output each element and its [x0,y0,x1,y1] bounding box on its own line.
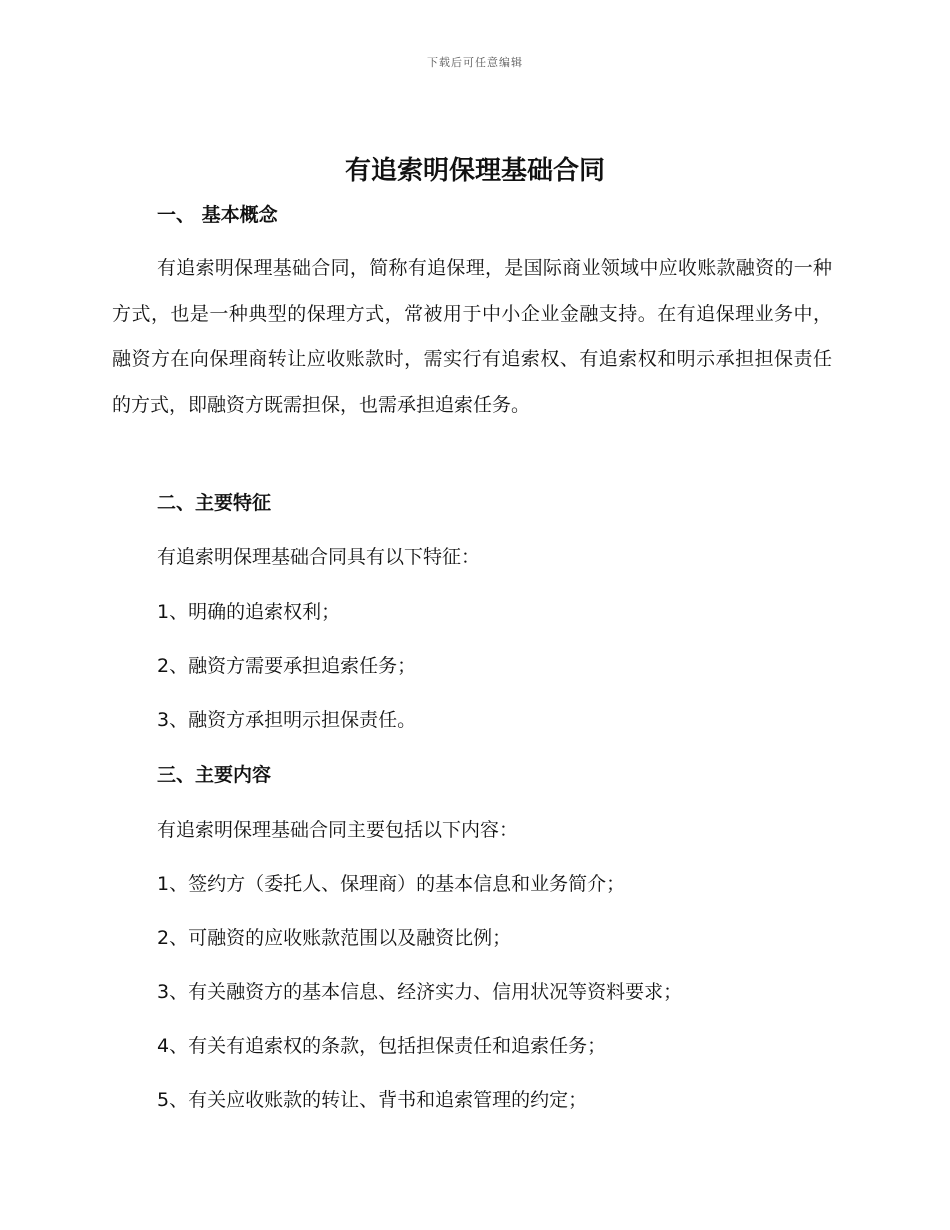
section-heading-basic-concept: 一、 基本概念 [157,204,278,226]
header-note: 下载后可任意编辑 [427,56,523,69]
list-item: 3、融资方承担明示担保责任。 [157,709,417,731]
section-intro-main-features: 有追索明保理基础合同具有以下特征： [157,546,481,568]
list-item: 1、明确的追索权利； [157,601,341,623]
list-item: 4、有关有追索权的条款，包括担保责任和追索任务； [157,1035,607,1057]
list-item: 3、有关融资方的基本信息、经济实力、信用状况等资料要求； [157,981,683,1003]
list-item: 2、可融资的应收账款范围以及融资比例； [157,927,512,949]
list-item: 1、签约方（委托人、保理商）的基本信息和业务简介； [157,873,626,895]
section-paragraph-basic-concept: 有追索明保理基础合同，简称有追保理，是国际商业领域中应收账款融资的一种方式，也是一种典型的保理方式，常被用于中小企业金融支持。在有追保理业务中，融资方在向保理商转让应收账款时，需实行有追索权、有追索权和明示承担担保责任的方式，即融资方既需担保，也需承担追索任务。 [112,257,832,416]
section-heading-main-content: 三、主要内容 [157,764,272,786]
section-heading-main-features: 二、主要特征 [157,492,272,514]
list-item: 2、融资方需要承担追索任务； [157,655,417,677]
list-item: 5、有关应收账款的转让、背书和追索管理的约定； [157,1089,588,1111]
section-intro-main-content: 有追索明保理基础合同主要包括以下内容： [157,819,519,841]
document-title: 有追索明保理基础合同 [344,156,605,186]
